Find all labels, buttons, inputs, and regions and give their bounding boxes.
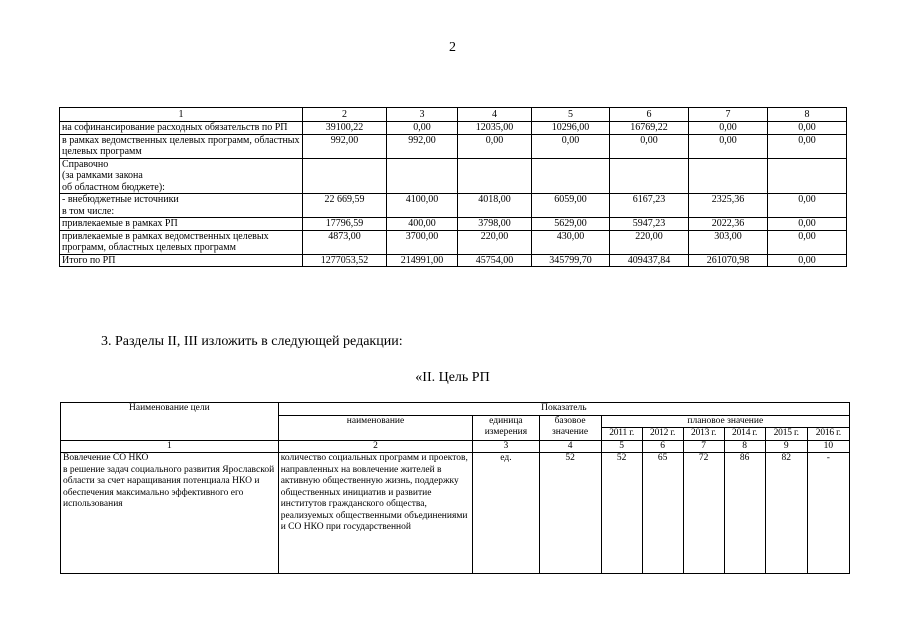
finance-value-cell: 3798,00	[458, 218, 532, 231]
goal-name-header: Наименование цели	[61, 403, 279, 441]
planned-value-cell: 65	[642, 453, 683, 574]
goal-cell: Вовлечение СО НКО в решение задач социального развития Ярославской области за счет наращивания потенциала НКО и обеспечения максимально эффективного его использования	[61, 453, 279, 574]
finance-value-cell: 0,00	[768, 254, 847, 267]
finance-value-cell: 0,00	[689, 122, 768, 135]
finance-value-cell: 0,00	[387, 122, 458, 135]
finance-column-number: 8	[768, 108, 847, 122]
finance-row-label: привлекаемые в рамках ведомственных целевых программ, областных целевых программ	[60, 230, 303, 254]
finance-row	[60, 254, 847, 267]
finance-row	[60, 122, 847, 135]
planned-value-cell: 52	[601, 453, 642, 574]
goals-column-number: 2	[278, 440, 473, 453]
finance-value-cell: 0,00	[768, 134, 847, 158]
year-header: 2016 г.	[807, 428, 849, 441]
finance-value-cell	[689, 158, 768, 194]
finance-row-label: в рамках ведомственных целевых программ, областных целевых программ	[60, 134, 303, 158]
finance-row	[60, 194, 847, 218]
finance-value-cell: 5947,23	[610, 218, 689, 231]
finance-row-label: - внебюджетные источники в том числе:	[60, 194, 303, 218]
goals-table	[60, 402, 850, 574]
planned-value-header: плановое значение	[601, 415, 849, 428]
finance-row-label: Справочно (за рамками закона об областном бюджете):	[60, 158, 303, 194]
finance-row-label: Итого по РП	[60, 254, 303, 267]
goals-column-number: 3	[473, 440, 539, 453]
finance-value-cell: 0,00	[689, 134, 768, 158]
finance-column-number: 6	[610, 108, 689, 122]
finance-value-cell: 17796,59	[303, 218, 387, 231]
finance-row	[60, 158, 847, 194]
finance-value-cell: 1277053,52	[303, 254, 387, 267]
finance-value-cell: 45754,00	[458, 254, 532, 267]
indicator-name-header: наименование	[278, 415, 473, 440]
finance-header-row	[60, 108, 847, 122]
finance-value-cell	[303, 158, 387, 194]
finance-value-cell: 0,00	[768, 218, 847, 231]
page-number: 2	[449, 40, 456, 55]
finance-value-cell: 0,00	[768, 230, 847, 254]
finance-value-cell	[610, 158, 689, 194]
finance-row	[60, 134, 847, 158]
base-value-header: базовое значение	[539, 415, 601, 440]
finance-value-cell: 6167,23	[610, 194, 689, 218]
goals-column-number: 4	[539, 440, 601, 453]
finance-value-cell: 22 669,59	[303, 194, 387, 218]
finance-value-cell: 2325,36	[689, 194, 768, 218]
finance-value-cell: 992,00	[303, 134, 387, 158]
finance-value-cell: 39100,22	[303, 122, 387, 135]
finance-value-cell: 261070,98	[689, 254, 768, 267]
goal-row	[61, 453, 850, 574]
finance-value-cell: 0,00	[768, 194, 847, 218]
goals-column-number: 8	[724, 440, 765, 453]
column-number-row	[61, 440, 850, 453]
planned-value-cell: 82	[765, 453, 807, 574]
finance-column-number: 4	[458, 108, 532, 122]
goals-column-number: 10	[807, 440, 849, 453]
base-value-cell: 52	[539, 453, 601, 574]
finance-value-cell: 4100,00	[387, 194, 458, 218]
planned-value-cell: 72	[683, 453, 724, 574]
finance-table	[59, 107, 847, 267]
year-header: 2015 г.	[765, 428, 807, 441]
finance-value-cell	[387, 158, 458, 194]
indicator-header: Показатель	[278, 403, 849, 416]
finance-value-cell	[458, 158, 532, 194]
finance-column-number: 5	[532, 108, 610, 122]
year-header: 2014 г.	[724, 428, 765, 441]
finance-value-cell: 220,00	[610, 230, 689, 254]
goals-column-number: 6	[642, 440, 683, 453]
finance-value-cell: 2022,36	[689, 218, 768, 231]
finance-value-cell: 0,00	[532, 134, 610, 158]
planned-value-cell: -	[807, 453, 849, 574]
goals-column-number: 9	[765, 440, 807, 453]
finance-value-cell	[532, 158, 610, 194]
unit-cell: ед.	[473, 453, 539, 574]
finance-value-cell: 12035,00	[458, 122, 532, 135]
finance-value-cell: 345799,70	[532, 254, 610, 267]
finance-value-cell: 303,00	[689, 230, 768, 254]
finance-value-cell: 214991,00	[387, 254, 458, 267]
finance-value-cell: 0,00	[458, 134, 532, 158]
section-title: «II. Цель РП	[415, 370, 490, 385]
finance-value-cell: 6059,00	[532, 194, 610, 218]
instruction-paragraph: 3. Разделы II, III изложить в следующей редакции:	[101, 334, 403, 349]
finance-value-cell: 3700,00	[387, 230, 458, 254]
year-header: 2012 г.	[642, 428, 683, 441]
finance-row-label: привлекаемые в рамках РП	[60, 218, 303, 231]
finance-row-label: на софинансирование расходных обязательств по РП	[60, 122, 303, 135]
finance-value-cell: 16769,22	[610, 122, 689, 135]
indicator-name-cell: количество социальных программ и проектов, направленных на вовлечение жителей в активную общественную жизнь, поддержку общественных инициатив и развитие институтов гражданского общества, реализуемых общественными объединениями и СО НКО при государственной	[278, 453, 473, 574]
finance-value-cell: 220,00	[458, 230, 532, 254]
finance-value-cell	[768, 158, 847, 194]
goals-column-number: 7	[683, 440, 724, 453]
finance-value-cell: 409437,84	[610, 254, 689, 267]
year-header: 2011 г.	[601, 428, 642, 441]
goals-column-number: 1	[61, 440, 279, 453]
finance-column-number: 3	[387, 108, 458, 122]
finance-value-cell: 0,00	[768, 122, 847, 135]
year-header: 2013 г.	[683, 428, 724, 441]
finance-column-number: 1	[60, 108, 303, 122]
finance-row	[60, 218, 847, 231]
finance-value-cell: 5629,00	[532, 218, 610, 231]
unit-header: единица измерения	[473, 415, 539, 440]
finance-value-cell: 4873,00	[303, 230, 387, 254]
finance-value-cell: 992,00	[387, 134, 458, 158]
finance-row	[60, 230, 847, 254]
planned-value-cell: 86	[724, 453, 765, 574]
finance-value-cell: 0,00	[610, 134, 689, 158]
finance-value-cell: 400,00	[387, 218, 458, 231]
finance-value-cell: 430,00	[532, 230, 610, 254]
goals-column-number: 5	[601, 440, 642, 453]
finance-value-cell: 10296,00	[532, 122, 610, 135]
finance-column-number: 2	[303, 108, 387, 122]
finance-column-number: 7	[689, 108, 768, 122]
finance-value-cell: 4018,00	[458, 194, 532, 218]
